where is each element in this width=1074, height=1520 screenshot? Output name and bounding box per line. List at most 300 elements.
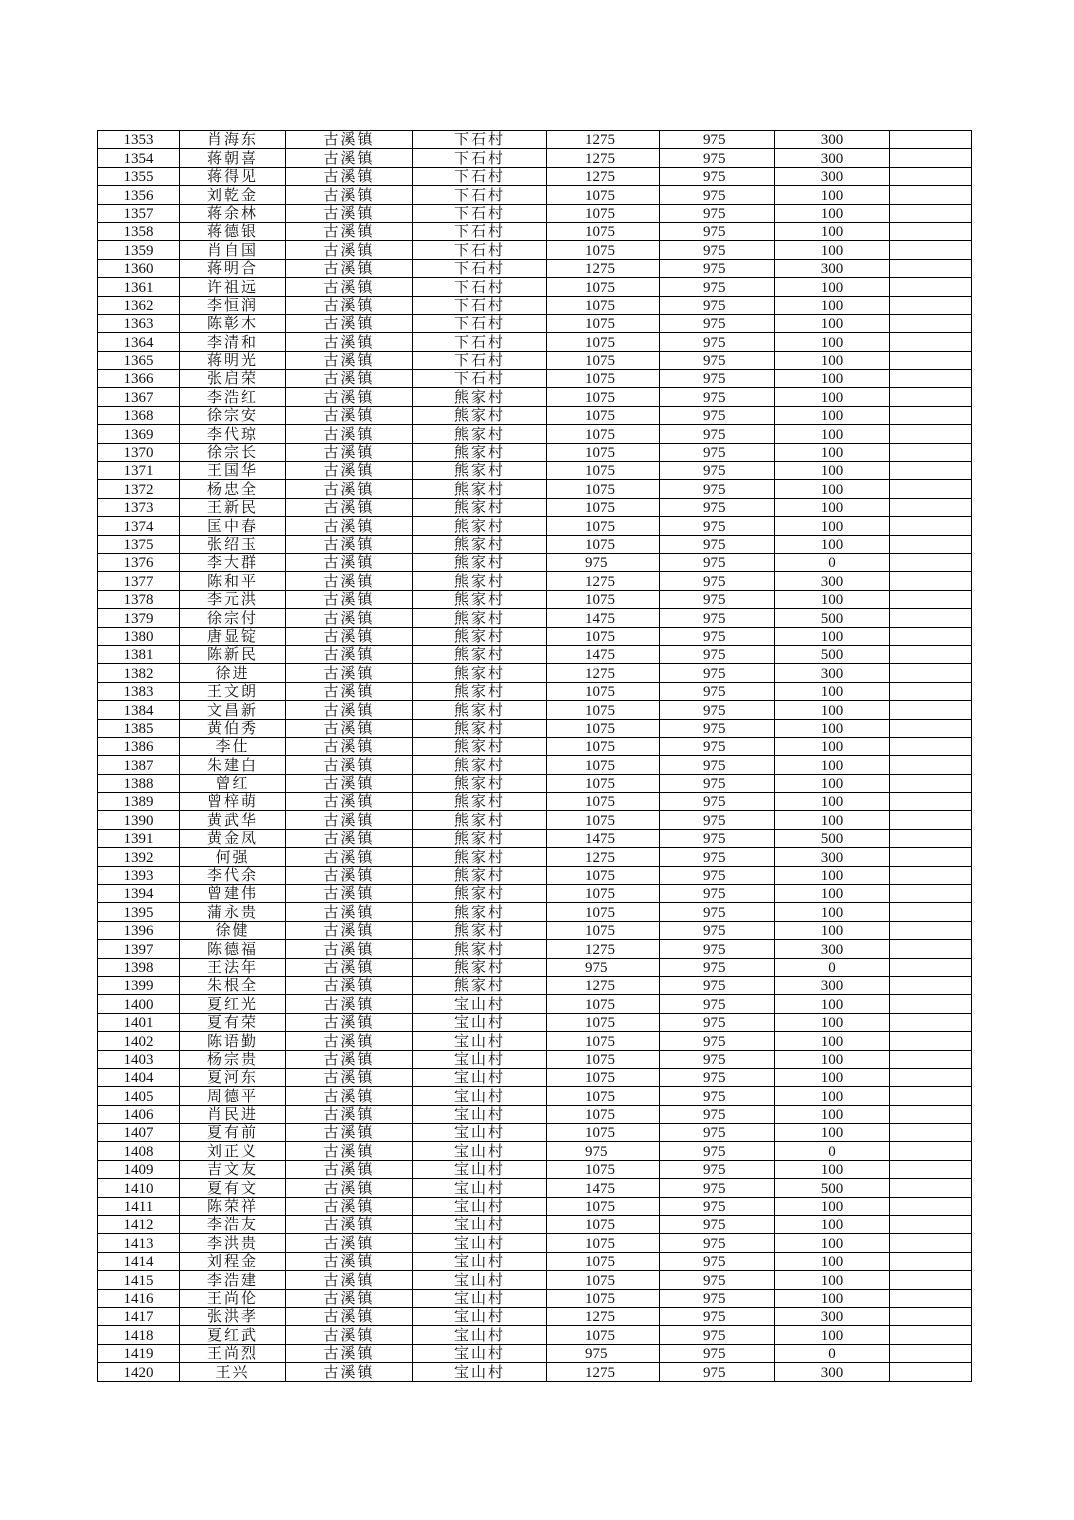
table-body	[98, 131, 972, 1382]
village-cell: 宝山村	[413, 1234, 547, 1252]
name-cell: 李恒润	[180, 296, 286, 314]
remark-cell	[890, 462, 972, 480]
total-amount-cell: 1075	[547, 314, 660, 332]
name-cell: 张洪孝	[180, 1308, 286, 1326]
remark-cell	[890, 995, 972, 1013]
remark-cell	[890, 186, 972, 204]
remark-cell	[890, 701, 972, 719]
base-amount-cell: 975	[660, 976, 775, 994]
village-cell: 熊家村	[413, 976, 547, 994]
total-amount-cell: 1075	[547, 535, 660, 553]
town-cell: 古溪镇	[286, 737, 413, 755]
base-amount-cell: 975	[660, 1344, 775, 1362]
row-number-cell: 1400	[98, 995, 180, 1013]
name-cell: 黄金凤	[180, 829, 286, 847]
table-row	[98, 1087, 972, 1105]
remark-cell	[890, 664, 972, 682]
base-amount-cell: 975	[660, 701, 775, 719]
remark-cell	[890, 1179, 972, 1197]
row-number-cell: 1416	[98, 1289, 180, 1307]
row-number-cell: 1379	[98, 609, 180, 627]
difference-cell: 100	[775, 1252, 890, 1270]
town-cell: 古溪镇	[286, 1308, 413, 1326]
table-row	[98, 682, 972, 700]
total-amount-cell: 975	[547, 553, 660, 571]
remark-cell	[890, 682, 972, 700]
town-cell: 古溪镇	[286, 645, 413, 663]
base-amount-cell: 975	[660, 425, 775, 443]
total-amount-cell: 1075	[547, 1013, 660, 1031]
total-amount-cell: 1275	[547, 940, 660, 958]
town-cell: 古溪镇	[286, 1344, 413, 1362]
base-amount-cell: 975	[660, 498, 775, 516]
base-amount-cell: 975	[660, 167, 775, 185]
table-row	[98, 1234, 972, 1252]
table-row	[98, 425, 972, 443]
total-amount-cell: 1275	[547, 167, 660, 185]
base-amount-cell: 975	[660, 1363, 775, 1381]
base-amount-cell: 975	[660, 756, 775, 774]
village-cell: 熊家村	[413, 645, 547, 663]
row-number-cell: 1388	[98, 774, 180, 792]
total-amount-cell: 1075	[547, 1216, 660, 1234]
base-amount-cell: 975	[660, 958, 775, 976]
town-cell: 古溪镇	[286, 1271, 413, 1289]
village-cell: 熊家村	[413, 425, 547, 443]
village-cell: 熊家村	[413, 480, 547, 498]
village-cell: 熊家村	[413, 682, 547, 700]
town-cell: 古溪镇	[286, 498, 413, 516]
total-amount-cell: 1075	[547, 627, 660, 645]
base-amount-cell: 975	[660, 1197, 775, 1215]
table-row	[98, 1124, 972, 1142]
row-number-cell: 1366	[98, 370, 180, 388]
row-number-cell: 1407	[98, 1124, 180, 1142]
village-cell: 熊家村	[413, 498, 547, 516]
village-cell: 宝山村	[413, 1344, 547, 1362]
name-cell: 李大群	[180, 553, 286, 571]
name-cell: 李代琼	[180, 425, 286, 443]
difference-cell: 300	[775, 940, 890, 958]
name-cell: 王兴	[180, 1363, 286, 1381]
village-cell: 熊家村	[413, 811, 547, 829]
village-cell: 熊家村	[413, 719, 547, 737]
remark-cell	[890, 1013, 972, 1031]
town-cell: 古溪镇	[286, 1252, 413, 1270]
town-cell: 古溪镇	[286, 590, 413, 608]
row-number-cell: 1360	[98, 259, 180, 277]
name-cell: 吉文友	[180, 1160, 286, 1178]
town-cell: 古溪镇	[286, 1363, 413, 1381]
town-cell: 古溪镇	[286, 204, 413, 222]
town-cell: 古溪镇	[286, 186, 413, 204]
town-cell: 古溪镇	[286, 719, 413, 737]
base-amount-cell: 975	[660, 388, 775, 406]
row-number-cell: 1398	[98, 958, 180, 976]
total-amount-cell: 975	[547, 958, 660, 976]
name-cell: 李元洪	[180, 590, 286, 608]
remark-cell	[890, 866, 972, 884]
difference-cell: 100	[775, 995, 890, 1013]
row-number-cell: 1380	[98, 627, 180, 645]
table-row	[98, 627, 972, 645]
difference-cell: 300	[775, 664, 890, 682]
table-row	[98, 958, 972, 976]
village-cell: 宝山村	[413, 1032, 547, 1050]
remark-cell	[890, 609, 972, 627]
remark-cell	[890, 1087, 972, 1105]
remark-cell	[890, 517, 972, 535]
difference-cell: 100	[775, 1105, 890, 1123]
total-amount-cell: 1075	[547, 885, 660, 903]
town-cell: 古溪镇	[286, 1289, 413, 1307]
base-amount-cell: 975	[660, 609, 775, 627]
table-row	[98, 774, 972, 792]
table-row	[98, 609, 972, 627]
base-amount-cell: 975	[660, 462, 775, 480]
row-number-cell: 1392	[98, 848, 180, 866]
difference-cell: 100	[775, 1068, 890, 1086]
base-amount-cell: 975	[660, 517, 775, 535]
difference-cell: 100	[775, 480, 890, 498]
table-row	[98, 406, 972, 424]
remark-cell	[890, 259, 972, 277]
name-cell: 王新民	[180, 498, 286, 516]
row-number-cell: 1367	[98, 388, 180, 406]
row-number-cell: 1363	[98, 314, 180, 332]
remark-cell	[890, 370, 972, 388]
total-amount-cell: 1075	[547, 204, 660, 222]
table-row	[98, 664, 972, 682]
row-number-cell: 1404	[98, 1068, 180, 1086]
town-cell: 古溪镇	[286, 167, 413, 185]
difference-cell: 100	[775, 186, 890, 204]
table-row	[98, 1363, 972, 1381]
name-cell: 李仕	[180, 737, 286, 755]
table-row	[98, 995, 972, 1013]
base-amount-cell: 975	[660, 645, 775, 663]
difference-cell: 100	[775, 406, 890, 424]
table-row	[98, 645, 972, 663]
row-number-cell: 1374	[98, 517, 180, 535]
total-amount-cell: 1275	[547, 149, 660, 167]
row-number-cell: 1382	[98, 664, 180, 682]
base-amount-cell: 975	[660, 848, 775, 866]
difference-cell: 100	[775, 443, 890, 461]
remark-cell	[890, 793, 972, 811]
difference-cell: 300	[775, 167, 890, 185]
name-cell: 何强	[180, 848, 286, 866]
town-cell: 古溪镇	[286, 425, 413, 443]
difference-cell: 100	[775, 388, 890, 406]
table-row	[98, 1050, 972, 1068]
difference-cell: 0	[775, 958, 890, 976]
base-amount-cell: 975	[660, 572, 775, 590]
town-cell: 古溪镇	[286, 572, 413, 590]
row-number-cell: 1412	[98, 1216, 180, 1234]
total-amount-cell: 1075	[547, 1271, 660, 1289]
remark-cell	[890, 1326, 972, 1344]
village-cell: 熊家村	[413, 590, 547, 608]
table-row	[98, 333, 972, 351]
village-cell: 下石村	[413, 296, 547, 314]
town-cell: 古溪镇	[286, 480, 413, 498]
remark-cell	[890, 498, 972, 516]
difference-cell: 300	[775, 848, 890, 866]
village-cell: 熊家村	[413, 627, 547, 645]
village-cell: 下石村	[413, 370, 547, 388]
total-amount-cell: 1075	[547, 296, 660, 314]
base-amount-cell: 975	[660, 903, 775, 921]
town-cell: 古溪镇	[286, 1326, 413, 1344]
remark-cell	[890, 314, 972, 332]
table-row	[98, 186, 972, 204]
difference-cell: 100	[775, 370, 890, 388]
table-row	[98, 553, 972, 571]
difference-cell: 100	[775, 719, 890, 737]
remark-cell	[890, 627, 972, 645]
total-amount-cell: 1075	[547, 995, 660, 1013]
village-cell: 下石村	[413, 333, 547, 351]
remark-cell	[890, 1032, 972, 1050]
town-cell: 古溪镇	[286, 1179, 413, 1197]
total-amount-cell: 1075	[547, 425, 660, 443]
village-cell: 宝山村	[413, 1326, 547, 1344]
remark-cell	[890, 222, 972, 240]
difference-cell: 100	[775, 1160, 890, 1178]
remark-cell	[890, 976, 972, 994]
difference-cell: 100	[775, 314, 890, 332]
base-amount-cell: 975	[660, 829, 775, 847]
row-number-cell: 1372	[98, 480, 180, 498]
village-cell: 下石村	[413, 241, 547, 259]
total-amount-cell: 1075	[547, 388, 660, 406]
row-number-cell: 1396	[98, 921, 180, 939]
town-cell: 古溪镇	[286, 1234, 413, 1252]
remark-cell	[890, 829, 972, 847]
total-amount-cell: 1475	[547, 1179, 660, 1197]
total-amount-cell: 1075	[547, 903, 660, 921]
remark-cell	[890, 241, 972, 259]
difference-cell: 500	[775, 609, 890, 627]
total-amount-cell: 1075	[547, 406, 660, 424]
total-amount-cell: 1075	[547, 498, 660, 516]
village-cell: 下石村	[413, 222, 547, 240]
remark-cell	[890, 645, 972, 663]
remark-cell	[890, 1050, 972, 1068]
town-cell: 古溪镇	[286, 314, 413, 332]
difference-cell: 100	[775, 1234, 890, 1252]
base-amount-cell: 975	[660, 1252, 775, 1270]
name-cell: 蒋德银	[180, 222, 286, 240]
name-cell: 蒋明光	[180, 351, 286, 369]
base-amount-cell: 975	[660, 627, 775, 645]
village-cell: 熊家村	[413, 406, 547, 424]
town-cell: 古溪镇	[286, 241, 413, 259]
town-cell: 古溪镇	[286, 222, 413, 240]
name-cell: 夏有文	[180, 1179, 286, 1197]
name-cell: 蒋明合	[180, 259, 286, 277]
remark-cell	[890, 1234, 972, 1252]
village-cell: 熊家村	[413, 572, 547, 590]
table-row	[98, 921, 972, 939]
table-row	[98, 1142, 972, 1160]
difference-cell: 100	[775, 1087, 890, 1105]
row-number-cell: 1356	[98, 186, 180, 204]
difference-cell: 300	[775, 131, 890, 149]
name-cell: 朱根全	[180, 976, 286, 994]
name-cell: 肖海东	[180, 131, 286, 149]
remark-cell	[890, 480, 972, 498]
name-cell: 李洪贵	[180, 1234, 286, 1252]
base-amount-cell: 975	[660, 774, 775, 792]
difference-cell: 100	[775, 811, 890, 829]
village-cell: 熊家村	[413, 940, 547, 958]
table-row	[98, 535, 972, 553]
base-amount-cell: 975	[660, 1234, 775, 1252]
name-cell: 徐健	[180, 921, 286, 939]
base-amount-cell: 975	[660, 1050, 775, 1068]
row-number-cell: 1370	[98, 443, 180, 461]
name-cell: 王尚烈	[180, 1344, 286, 1362]
table-row	[98, 903, 972, 921]
name-cell: 朱建白	[180, 756, 286, 774]
table-row	[98, 314, 972, 332]
row-number-cell: 1394	[98, 885, 180, 903]
remark-cell	[890, 756, 972, 774]
base-amount-cell: 975	[660, 204, 775, 222]
difference-cell: 0	[775, 553, 890, 571]
table-row	[98, 1032, 972, 1050]
row-number-cell: 1387	[98, 756, 180, 774]
table-row	[98, 976, 972, 994]
village-cell: 宝山村	[413, 1160, 547, 1178]
difference-cell: 100	[775, 462, 890, 480]
name-cell: 曾建伟	[180, 885, 286, 903]
table-row	[98, 756, 972, 774]
table-row	[98, 572, 972, 590]
difference-cell: 100	[775, 921, 890, 939]
name-cell: 陈语勤	[180, 1032, 286, 1050]
village-cell: 下石村	[413, 131, 547, 149]
village-cell: 下石村	[413, 259, 547, 277]
town-cell: 古溪镇	[286, 829, 413, 847]
total-amount-cell: 1075	[547, 719, 660, 737]
table-row	[98, 590, 972, 608]
table-row	[98, 866, 972, 884]
row-number-cell: 1369	[98, 425, 180, 443]
row-number-cell: 1393	[98, 866, 180, 884]
base-amount-cell: 975	[660, 131, 775, 149]
base-amount-cell: 975	[660, 259, 775, 277]
name-cell: 徐进	[180, 664, 286, 682]
base-amount-cell: 975	[660, 866, 775, 884]
base-amount-cell: 975	[660, 553, 775, 571]
total-amount-cell: 1275	[547, 1308, 660, 1326]
town-cell: 古溪镇	[286, 1032, 413, 1050]
difference-cell: 100	[775, 333, 890, 351]
village-cell: 熊家村	[413, 958, 547, 976]
name-cell: 蒲永贵	[180, 903, 286, 921]
village-cell: 下石村	[413, 149, 547, 167]
name-cell: 陈彰木	[180, 314, 286, 332]
table-row	[98, 370, 972, 388]
difference-cell: 100	[775, 1032, 890, 1050]
base-amount-cell: 975	[660, 682, 775, 700]
total-amount-cell: 1275	[547, 259, 660, 277]
base-amount-cell: 975	[660, 241, 775, 259]
town-cell: 古溪镇	[286, 1160, 413, 1178]
difference-cell: 0	[775, 1344, 890, 1362]
town-cell: 古溪镇	[286, 976, 413, 994]
total-amount-cell: 1075	[547, 1289, 660, 1307]
village-cell: 熊家村	[413, 609, 547, 627]
name-cell: 刘程金	[180, 1252, 286, 1270]
name-cell: 陈和平	[180, 572, 286, 590]
table-row	[98, 1160, 972, 1178]
difference-cell: 100	[775, 1013, 890, 1031]
name-cell: 徐宗长	[180, 443, 286, 461]
remark-cell	[890, 719, 972, 737]
table-row	[98, 1344, 972, 1362]
town-cell: 古溪镇	[286, 1197, 413, 1215]
total-amount-cell: 1075	[547, 682, 660, 700]
row-number-cell: 1375	[98, 535, 180, 553]
town-cell: 古溪镇	[286, 333, 413, 351]
base-amount-cell: 975	[660, 1105, 775, 1123]
base-amount-cell: 975	[660, 149, 775, 167]
difference-cell: 500	[775, 1179, 890, 1197]
name-cell: 蒋得见	[180, 167, 286, 185]
table-row	[98, 517, 972, 535]
table-row	[98, 793, 972, 811]
data-table	[97, 130, 972, 1382]
town-cell: 古溪镇	[286, 1124, 413, 1142]
total-amount-cell: 1075	[547, 921, 660, 939]
town-cell: 古溪镇	[286, 462, 413, 480]
remark-cell	[890, 131, 972, 149]
remark-cell	[890, 1289, 972, 1307]
village-cell: 宝山村	[413, 1142, 547, 1160]
base-amount-cell: 975	[660, 222, 775, 240]
difference-cell: 500	[775, 829, 890, 847]
total-amount-cell: 1275	[547, 131, 660, 149]
base-amount-cell: 975	[660, 1068, 775, 1086]
remark-cell	[890, 940, 972, 958]
row-number-cell: 1417	[98, 1308, 180, 1326]
difference-cell: 100	[775, 222, 890, 240]
row-number-cell: 1408	[98, 1142, 180, 1160]
table-row	[98, 885, 972, 903]
remark-cell	[890, 1068, 972, 1086]
name-cell: 夏有荣	[180, 1013, 286, 1031]
village-cell: 熊家村	[413, 866, 547, 884]
base-amount-cell: 975	[660, 1160, 775, 1178]
row-number-cell: 1358	[98, 222, 180, 240]
town-cell: 古溪镇	[286, 664, 413, 682]
town-cell: 古溪镇	[286, 885, 413, 903]
total-amount-cell: 1075	[547, 517, 660, 535]
difference-cell: 100	[775, 737, 890, 755]
difference-cell: 300	[775, 1308, 890, 1326]
town-cell: 古溪镇	[286, 1087, 413, 1105]
village-cell: 熊家村	[413, 535, 547, 553]
base-amount-cell: 975	[660, 351, 775, 369]
total-amount-cell: 1075	[547, 351, 660, 369]
remark-cell	[890, 921, 972, 939]
total-amount-cell: 1475	[547, 829, 660, 847]
name-cell: 王尚伦	[180, 1289, 286, 1307]
